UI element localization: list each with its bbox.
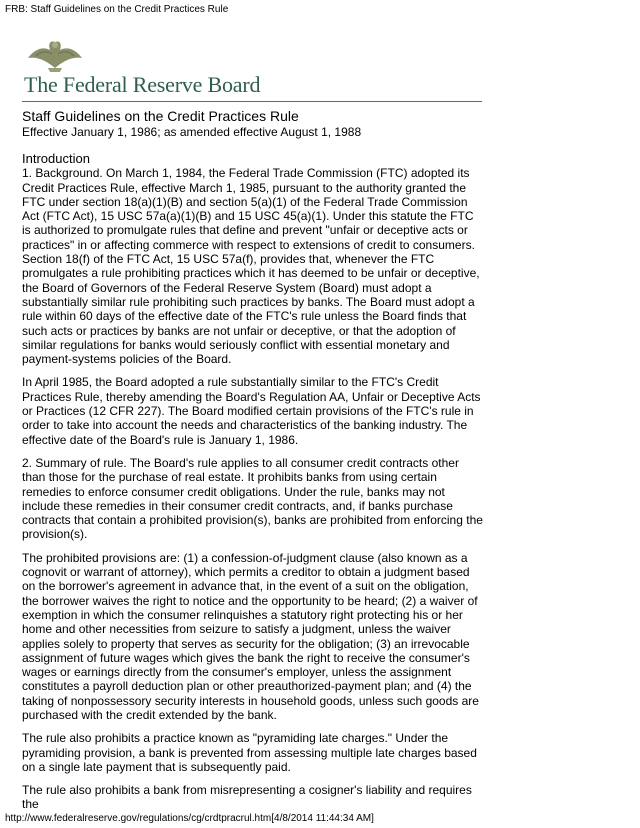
federal-reserve-logo[interactable] (24, 38, 261, 98)
document-title: Staff Guidelines on the Credit Practices Rule (22, 108, 299, 124)
paragraph-adoption: In April 1985, the Board adopted a rule substantially similar to the FTC's Credit Practices Rule, thereby amending the Board's Regulation AA, Unfair or Deceptive Acts or Practices (12 CFR 227). The Board modified certain provisions of the FTC's rule in order to take into account the needs and characteristics of the banking industry. The effective date of the Board's rule is January 1, 1986. (22, 375, 481, 447)
print-header-title: FRB: Staff Guidelines on the Credit Practices Rule (5, 4, 229, 15)
section-heading-introduction: Introduction (22, 151, 90, 167)
paragraph-summary: 2. Summary of rule. The Board's rule applies to all consumer credit contracts other than those for the purchase of real estate. It prohibits banks from using certain remedies to enforce consumer credit obligations. Under the rule, banks may not include these remedies in their consumer credit contracts, and, if banks purchase contracts that contain a prohibited provision(s), banks are prohibited from enforcing the provision(s). (22, 455, 483, 542)
eagle-icon (26, 38, 84, 74)
print-footer-url: http://www.federalreserve.gov/regulations/cg/crdtpracrul.htm[4/8/2014 11:44:34 AM] (5, 813, 374, 824)
paragraph-background: 1. Background. On March 1, 1984, the Federal Trade Commission (FTC) adopted its Credit Practices Rule, effective March 1, 1985, pursuant to the authority granted the FTC under section 18(a)(1)(B) and section 5(a)(1) of the Federal Trade Commission Act (FTC Act), 15 USC 57a(a)(1)(B) and 15 USC 45(a)(1). Under this statute the FTC is authorized to promulgate rules that define and prevent "unfair or deceptive acts or practices" in or affecting commerce with respect to extensions of credit to consumers. Section 18(f) of the FTC Act, 15 USC 57a(f), provides that, whenever the FTC promulgates a rule prohibiting practices which it has deemed to be unfair or deceptive, the Board of Governors of the Federal Reserve System (Board) must adopt a substantially similar rule prohibiting such practices by banks. The Board must adopt a rule within 60 days of the effective date of the FTC's rule unless the Board finds that such acts or practices by banks are not unfair or deceptive, or that the adoption of similar regulations for banks would seriously conflict with essential monetary and payment-systems policies of the Board. (22, 166, 480, 367)
document-body (22, 108, 484, 821)
header-divider (22, 101, 482, 102)
logo-text: The Federal Reserve Board (24, 72, 261, 97)
paragraph-cosigner: The rule also prohibits a bank from misrepresenting a cosigner's liability and requires the (22, 783, 472, 812)
paragraph-prohibited-provisions: The prohibited provisions are: (1) a confession-of-judgment clause (also known as a cognovit or warrant of attorney), which permits a creditor to obtain a judgment based on the borrower's agreement in advance that, in the event of a suit on the obligation, the borrower waives the right to notice and the opportunity to be heard; (2) a waiver of exemption in which the consumer relinquishes a statutory right protecting his or her home and other necessities from seizure to satisfy a judgment, unless the waiver applies solely to property that serves as security for the obligation; (3) an irrevocable assignment of future wages which gives the bank the right to receive the consumer's wages or earnings directly from the consumer's employer, unless the assignment constitutes a payroll deduction plan or other preauthorized-payment plan; and (4) the taking of nonpossessory security interests in household goods, unless such goods are purchased with the credit extended by the bank. (22, 550, 479, 722)
paragraph-pyramiding: The rule also prohibits a practice known as "pyramiding late charges." Under the pyramiding provision, a bank is prevented from assessing multiple late charges based on a single late payment that is subsequently paid. (22, 731, 477, 774)
document-effective-date: Effective January 1, 1986; as amended effective August 1, 1988 (22, 125, 362, 139)
